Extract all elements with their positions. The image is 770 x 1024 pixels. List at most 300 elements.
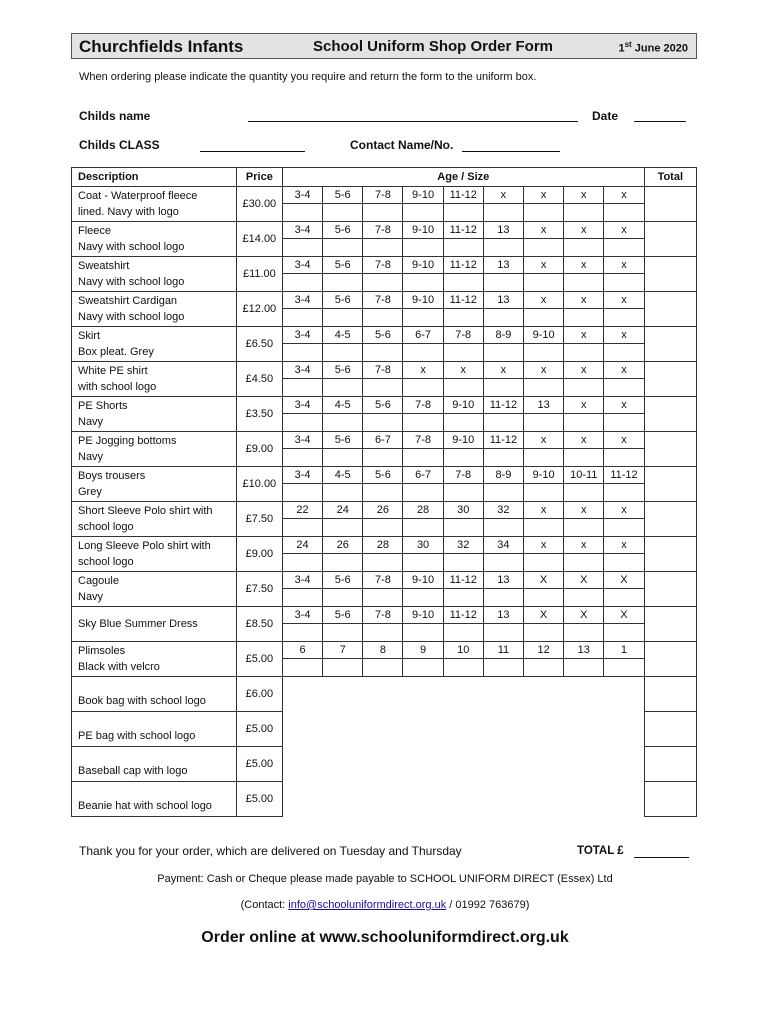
quantity-input-cell[interactable]: [564, 414, 604, 432]
item-description: [72, 327, 237, 362]
quantity-input-cell[interactable]: [564, 204, 604, 222]
size-label: x: [564, 362, 604, 379]
size-label: 5-6: [323, 222, 363, 239]
empty-area: [282, 677, 644, 712]
quantity-input-cell[interactable]: [524, 414, 564, 432]
size-label: 8: [363, 642, 403, 659]
contact-email-link[interactable]: info@schooluniformdirect.org.uk: [288, 899, 447, 911]
size-label: 7-8: [363, 362, 403, 379]
size-label: 3-4: [282, 257, 322, 274]
quantity-input-cell[interactable]: [282, 484, 322, 502]
quantity-input-cell[interactable]: [443, 554, 483, 572]
quantity-input-cell[interactable]: [403, 554, 443, 572]
quantity-input-cell[interactable]: [363, 379, 403, 397]
quantity-input-cell[interactable]: [403, 589, 443, 607]
quantity-input-cell[interactable]: [403, 309, 443, 327]
quantity-input-cell[interactable]: [483, 309, 523, 327]
size-label: 7-8: [403, 397, 443, 414]
quantity-input-cell[interactable]: [524, 589, 564, 607]
quantity-input-cell[interactable]: [443, 484, 483, 502]
quantity-input-cell[interactable]: [443, 414, 483, 432]
size-label: 13: [524, 397, 564, 414]
quantity-input-cell[interactable]: [604, 204, 644, 222]
description-header: Description: [72, 168, 237, 187]
quantity-input-cell[interactable]: [282, 449, 322, 467]
item-price: £8.50: [236, 607, 282, 642]
size-label: X: [564, 607, 604, 624]
quantity-input-cell[interactable]: [363, 344, 403, 362]
size-label: 13: [483, 572, 523, 589]
quantity-input-cell[interactable]: [604, 309, 644, 327]
form-header: [71, 33, 697, 59]
item-description-line1: Boys trousers: [78, 470, 146, 482]
size-label: 3-4: [282, 187, 322, 204]
quantity-input-cell[interactable]: [363, 589, 403, 607]
quantity-input-cell[interactable]: [483, 519, 523, 537]
quantity-input-cell[interactable]: [403, 624, 443, 642]
size-label: 5-6: [323, 257, 363, 274]
table-row: [72, 222, 697, 239]
quantity-input-cell[interactable]: [282, 554, 322, 572]
item-total-cell[interactable]: [644, 257, 696, 292]
quantity-input-cell[interactable]: [483, 554, 523, 572]
item-total-cell[interactable]: [644, 712, 696, 747]
size-label: 4-5: [323, 327, 363, 344]
size-label: x: [403, 362, 443, 379]
quantity-input-cell[interactable]: [282, 519, 322, 537]
size-label: 5-6: [323, 292, 363, 309]
item-description: Beanie hat with school logo: [72, 782, 237, 817]
quantity-input-cell[interactable]: [564, 239, 604, 257]
size-label: 30: [403, 537, 443, 554]
quantity-input-cell[interactable]: [524, 344, 564, 362]
contact-text: [0, 899, 770, 911]
size-label: x: [443, 362, 483, 379]
size-label: 34: [483, 537, 523, 554]
table-row: [72, 187, 697, 204]
size-label: 4-5: [323, 397, 363, 414]
item-price: £4.50: [236, 362, 282, 397]
item-total-cell[interactable]: [644, 327, 696, 362]
quantity-input-cell[interactable]: [604, 449, 644, 467]
quantity-input-cell[interactable]: [282, 274, 322, 292]
quantity-input-cell[interactable]: [564, 309, 604, 327]
quantity-input-cell[interactable]: [604, 554, 644, 572]
quantity-input-cell[interactable]: [443, 204, 483, 222]
quantity-input-cell[interactable]: [323, 519, 363, 537]
quantity-input-cell[interactable]: [282, 204, 322, 222]
quantity-input-cell[interactable]: [363, 554, 403, 572]
quantity-input-cell[interactable]: [604, 659, 644, 677]
size-label: 5-6: [363, 327, 403, 344]
quantity-input-cell[interactable]: [323, 484, 363, 502]
quantity-input-cell[interactable]: [524, 204, 564, 222]
size-label: x: [604, 362, 644, 379]
size-label: 8-9: [483, 467, 523, 484]
quantity-input-cell[interactable]: [403, 659, 443, 677]
quantity-input-cell[interactable]: [483, 204, 523, 222]
quantity-input-cell[interactable]: [282, 239, 322, 257]
size-label: 10-11: [564, 467, 604, 484]
item-description-line1: Cagoule: [78, 575, 119, 587]
item-total-cell[interactable]: [644, 432, 696, 467]
item-description-line1: Skirt: [78, 330, 100, 342]
size-label: x: [564, 432, 604, 449]
quantity-input-cell[interactable]: [604, 484, 644, 502]
quantity-input-cell[interactable]: [282, 309, 322, 327]
size-label: 13: [483, 222, 523, 239]
size-label: 7-8: [363, 607, 403, 624]
item-description-line1: White PE shirt: [78, 365, 148, 377]
quantity-input-cell[interactable]: [323, 659, 363, 677]
quantity-input-cell[interactable]: [524, 309, 564, 327]
size-label: X: [604, 572, 644, 589]
quantity-input-cell[interactable]: [323, 449, 363, 467]
quantity-input-cell[interactable]: [483, 449, 523, 467]
item-total-cell[interactable]: [644, 572, 696, 607]
childs-class-label: Childs CLASS: [79, 138, 160, 152]
size-label: 5-6: [363, 467, 403, 484]
item-price: £9.00: [236, 432, 282, 467]
item-description: Baseball cap with logo: [72, 747, 237, 782]
quantity-input-cell[interactable]: [483, 624, 523, 642]
size-label: 9-10: [403, 222, 443, 239]
size-label: x: [604, 432, 644, 449]
item-description-line2: Navy with school logo: [78, 276, 185, 288]
item-description: [72, 502, 237, 537]
size-label: 7-8: [443, 467, 483, 484]
total-header: Total: [644, 168, 696, 187]
size-label: 13: [483, 292, 523, 309]
size-label: x: [564, 502, 604, 519]
size-label: 5-6: [363, 397, 403, 414]
size-label: 11-12: [443, 572, 483, 589]
size-label: x: [564, 327, 604, 344]
item-total-cell[interactable]: [644, 537, 696, 572]
size-label: 11-12: [443, 222, 483, 239]
table-row: [72, 397, 697, 414]
size-label: 28: [363, 537, 403, 554]
quantity-input-cell[interactable]: [443, 624, 483, 642]
quantity-input-cell[interactable]: [403, 239, 443, 257]
quantity-input-cell[interactable]: [363, 309, 403, 327]
item-description-line1: Sky Blue Summer Dress: [78, 618, 198, 630]
size-label: x: [564, 187, 604, 204]
size-label: 8-9: [483, 327, 523, 344]
table-row: [72, 782, 697, 817]
item-total-cell[interactable]: [644, 222, 696, 257]
quantity-input-cell[interactable]: [323, 344, 363, 362]
quantity-input-cell[interactable]: [323, 414, 363, 432]
quantity-input-cell[interactable]: [524, 239, 564, 257]
quantity-input-cell[interactable]: [483, 589, 523, 607]
item-description-line2: school logo: [78, 556, 134, 568]
quantity-input-cell[interactable]: [443, 379, 483, 397]
item-total-cell[interactable]: [644, 292, 696, 327]
size-label: 22: [282, 502, 322, 519]
quantity-input-cell[interactable]: [323, 554, 363, 572]
quantity-input-cell[interactable]: [363, 414, 403, 432]
age-size-header: Age / Size: [282, 168, 644, 187]
size-label: 5-6: [323, 432, 363, 449]
size-label: 7-8: [363, 222, 403, 239]
item-description-line2: Navy: [78, 416, 104, 428]
quantity-input-cell[interactable]: [323, 204, 363, 222]
size-label: x: [604, 187, 644, 204]
table-row: [72, 432, 697, 449]
quantity-input-cell[interactable]: [403, 414, 443, 432]
quantity-input-cell[interactable]: [564, 589, 604, 607]
quantity-input-cell[interactable]: [564, 624, 604, 642]
item-total-cell[interactable]: [644, 397, 696, 432]
quantity-input-cell[interactable]: [363, 449, 403, 467]
quantity-input-cell[interactable]: [323, 239, 363, 257]
quantity-input-cell[interactable]: [363, 204, 403, 222]
date-field[interactable]: [634, 121, 686, 122]
item-price: £12.00: [236, 292, 282, 327]
quantity-input-cell[interactable]: [443, 589, 483, 607]
quantity-input-cell[interactable]: [483, 239, 523, 257]
item-description: [72, 467, 237, 502]
item-total-cell[interactable]: [644, 607, 696, 642]
size-label: 11-12: [443, 257, 483, 274]
item-description-line1: PE Jogging bottoms: [78, 435, 177, 447]
size-label: 7: [323, 642, 363, 659]
quantity-input-cell[interactable]: [403, 449, 443, 467]
item-total-cell[interactable]: [644, 677, 696, 712]
size-label: 13: [564, 642, 604, 659]
quantity-input-cell[interactable]: [443, 519, 483, 537]
quantity-input-cell[interactable]: [282, 589, 322, 607]
size-label: x: [483, 187, 523, 204]
contact-prefix: (Contact:: [240, 899, 289, 911]
size-label: x: [564, 257, 604, 274]
quantity-input-cell[interactable]: [604, 589, 644, 607]
item-description-line2: Box pleat. Grey: [78, 346, 154, 358]
size-label: 3-4: [282, 292, 322, 309]
quantity-input-cell[interactable]: [483, 379, 523, 397]
table-row: [72, 747, 697, 782]
quantity-input-cell[interactable]: [564, 519, 604, 537]
quantity-input-cell[interactable]: [282, 624, 322, 642]
quantity-input-cell[interactable]: [564, 274, 604, 292]
quantity-input-cell[interactable]: [443, 344, 483, 362]
size-label: 9-10: [403, 607, 443, 624]
quantity-input-cell[interactable]: [524, 519, 564, 537]
empty-area: [282, 782, 644, 817]
size-label: 7-8: [443, 327, 483, 344]
item-description: [72, 257, 237, 292]
size-label: x: [604, 397, 644, 414]
item-description-line1: PE Shorts: [78, 400, 128, 412]
size-label: 9-10: [524, 327, 564, 344]
quantity-input-cell[interactable]: [323, 274, 363, 292]
size-label: 9-10: [403, 257, 443, 274]
table-row: [72, 327, 697, 344]
item-price: £9.00: [236, 537, 282, 572]
quantity-input-cell[interactable]: [282, 344, 322, 362]
quantity-input-cell[interactable]: [483, 344, 523, 362]
quantity-input-cell[interactable]: [363, 239, 403, 257]
quantity-input-cell[interactable]: [323, 309, 363, 327]
quantity-input-cell[interactable]: [604, 274, 644, 292]
quantity-input-cell[interactable]: [443, 309, 483, 327]
size-label: 3-4: [282, 327, 322, 344]
payment-text: Payment: Cash or Cheque please made payable to SCHOOL UNIFORM DIRECT (Essex) Ltd: [157, 873, 613, 885]
size-label: 3-4: [282, 222, 322, 239]
item-total-cell[interactable]: [644, 502, 696, 537]
size-label: 11: [483, 642, 523, 659]
size-label: x: [604, 292, 644, 309]
size-label: X: [524, 607, 564, 624]
size-label: 11-12: [443, 607, 483, 624]
quantity-input-cell[interactable]: [363, 624, 403, 642]
quantity-input-cell[interactable]: [363, 519, 403, 537]
item-total-cell[interactable]: [644, 187, 696, 222]
quantity-input-cell[interactable]: [524, 379, 564, 397]
size-label: x: [604, 537, 644, 554]
quantity-input-cell[interactable]: [564, 659, 604, 677]
size-label: 9-10: [403, 187, 443, 204]
quantity-input-cell[interactable]: [483, 414, 523, 432]
quantity-input-cell[interactable]: [363, 274, 403, 292]
item-description-line2: Navy: [78, 451, 104, 463]
quantity-input-cell[interactable]: [604, 379, 644, 397]
size-label: 3-4: [282, 362, 322, 379]
size-label: 5-6: [323, 572, 363, 589]
size-label: 9-10: [524, 467, 564, 484]
item-price: £5.00: [236, 782, 282, 817]
quantity-input-cell[interactable]: [323, 589, 363, 607]
quantity-input-cell[interactable]: [403, 344, 443, 362]
quantity-input-cell[interactable]: [403, 519, 443, 537]
quantity-input-cell[interactable]: [564, 554, 604, 572]
item-description-line1: Plimsoles: [78, 645, 126, 657]
size-label: 3-4: [282, 432, 322, 449]
quantity-input-cell[interactable]: [604, 624, 644, 642]
size-label: 7-8: [403, 432, 443, 449]
item-price: £5.00: [236, 642, 282, 677]
size-label: 11-12: [443, 292, 483, 309]
quantity-input-cell[interactable]: [564, 344, 604, 362]
quantity-input-cell[interactable]: [363, 484, 403, 502]
size-label: x: [564, 537, 604, 554]
table-row: [72, 467, 697, 484]
quantity-input-cell[interactable]: [524, 659, 564, 677]
size-label: 24: [282, 537, 322, 554]
quantity-input-cell[interactable]: [403, 204, 443, 222]
quantity-input-cell[interactable]: [524, 554, 564, 572]
quantity-input-cell[interactable]: [403, 379, 443, 397]
price-header: Price: [236, 168, 282, 187]
size-label: 11-12: [483, 397, 523, 414]
quantity-input-cell[interactable]: [604, 519, 644, 537]
item-total-cell[interactable]: [644, 782, 696, 817]
item-description-line2: with school logo: [78, 381, 157, 393]
size-label: x: [524, 187, 564, 204]
size-label: 7-8: [363, 187, 403, 204]
size-label: 28: [403, 502, 443, 519]
contact-field[interactable]: [462, 151, 560, 152]
size-label: 32: [483, 502, 523, 519]
item-price: £3.50: [236, 397, 282, 432]
quantity-input-cell[interactable]: [282, 379, 322, 397]
size-label: 13: [483, 257, 523, 274]
quantity-input-cell[interactable]: [443, 274, 483, 292]
size-label: x: [524, 292, 564, 309]
size-label: 6-7: [403, 327, 443, 344]
item-price: £6.50: [236, 327, 282, 362]
size-label: X: [564, 572, 604, 589]
item-total-cell[interactable]: [644, 747, 696, 782]
quantity-input-cell[interactable]: [483, 484, 523, 502]
item-total-cell[interactable]: [644, 642, 696, 677]
size-label: x: [604, 222, 644, 239]
quantity-input-cell[interactable]: [564, 379, 604, 397]
quantity-input-cell[interactable]: [323, 624, 363, 642]
quantity-input-cell[interactable]: [323, 379, 363, 397]
grand-total-field[interactable]: [634, 857, 689, 858]
item-description-line2: Grey: [78, 486, 102, 498]
item-description-line2: school logo: [78, 521, 134, 533]
quantity-input-cell[interactable]: [483, 659, 523, 677]
quantity-input-cell[interactable]: [443, 659, 483, 677]
quantity-input-cell[interactable]: [483, 274, 523, 292]
quantity-input-cell[interactable]: [282, 659, 322, 677]
item-description-line2: Navy: [78, 591, 104, 603]
item-total-cell[interactable]: [644, 467, 696, 502]
quantity-input-cell[interactable]: [282, 414, 322, 432]
table-row: [72, 502, 697, 519]
item-price: £30.00: [236, 187, 282, 222]
quantity-input-cell[interactable]: [403, 274, 443, 292]
size-label: 11-12: [604, 467, 644, 484]
size-label: 3-4: [282, 397, 322, 414]
childs-class-field[interactable]: [200, 151, 305, 152]
thanks-text: Thank you for your order, which are delivered on Tuesday and Thursday: [79, 844, 462, 858]
quantity-input-cell[interactable]: [604, 239, 644, 257]
quantity-input-cell[interactable]: [524, 449, 564, 467]
quantity-input-cell[interactable]: [363, 659, 403, 677]
quantity-input-cell[interactable]: [604, 414, 644, 432]
quantity-input-cell[interactable]: [524, 274, 564, 292]
size-label: 9-10: [403, 292, 443, 309]
size-label: 9-10: [403, 572, 443, 589]
quantity-input-cell[interactable]: [443, 449, 483, 467]
item-description-line2: Navy with school logo: [78, 311, 185, 323]
item-description: [72, 537, 237, 572]
item-description: [72, 572, 237, 607]
quantity-input-cell[interactable]: [403, 484, 443, 502]
size-label: 26: [363, 502, 403, 519]
quantity-input-cell[interactable]: [443, 239, 483, 257]
quantity-input-cell[interactable]: [524, 484, 564, 502]
item-description-line1: Sweatshirt Cardigan: [78, 295, 178, 307]
quantity-input-cell[interactable]: [524, 624, 564, 642]
size-label: 7-8: [363, 292, 403, 309]
childs-name-field[interactable]: [248, 121, 578, 122]
item-description: PE bag with school logo: [72, 712, 237, 747]
quantity-input-cell[interactable]: [564, 449, 604, 467]
item-description: [72, 292, 237, 327]
table-row: [72, 677, 697, 712]
item-total-cell[interactable]: [644, 362, 696, 397]
quantity-input-cell[interactable]: [604, 344, 644, 362]
size-label: 6-7: [363, 432, 403, 449]
school-name: Churchfields Infants: [79, 37, 244, 56]
quantity-input-cell[interactable]: [564, 484, 604, 502]
date-label: Date: [592, 109, 619, 123]
